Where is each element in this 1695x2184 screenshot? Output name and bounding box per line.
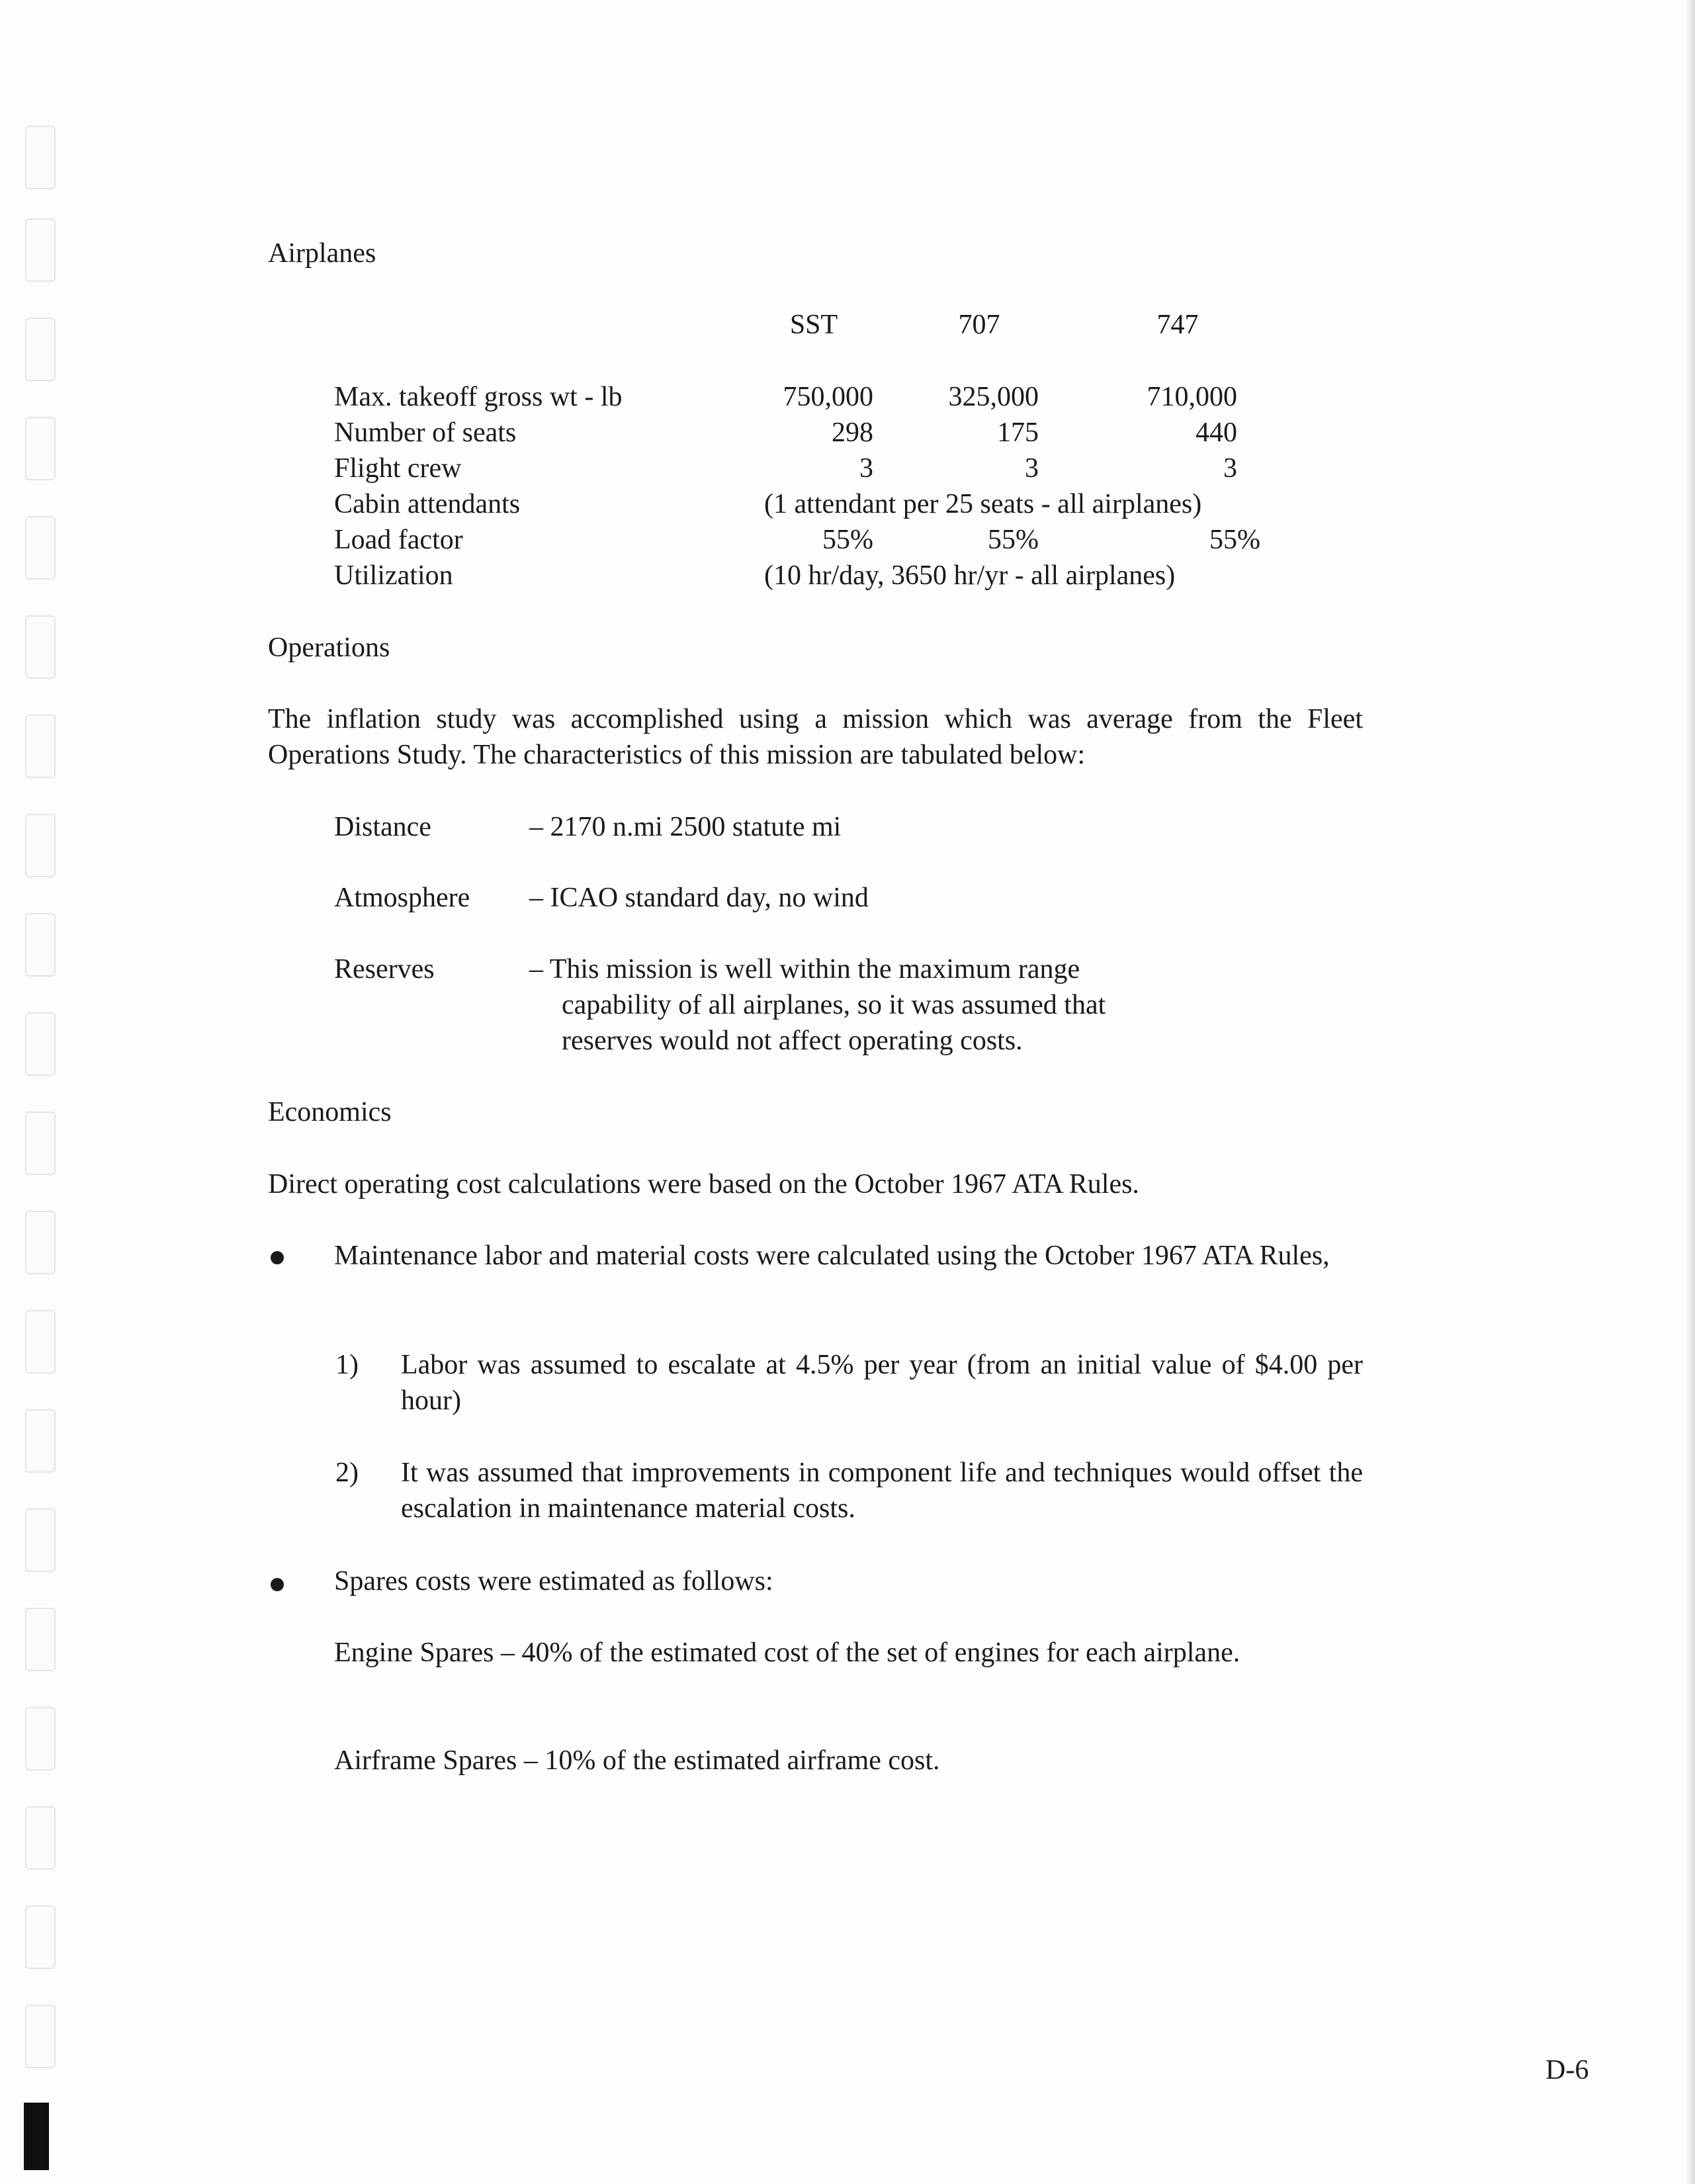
mission-item-text-continued: reserves would not affect operating costs. — [562, 1026, 1023, 1056]
table-row-label: Utilization — [334, 560, 453, 591]
binder-hole — [25, 1608, 56, 1671]
table-cell: 55% — [822, 525, 873, 555]
page-number: D-6 — [1545, 2055, 1589, 2085]
binder-hole — [25, 1310, 56, 1374]
operations-intro-paragraph: The inflation study was accomplished using a mission which was average from the Fleet Operations Study. The characteristics of this mission are tabulated below: — [268, 704, 1363, 770]
table-row-label: Number of seats — [334, 417, 517, 448]
table-cell: 750,000 — [783, 382, 873, 412]
table-cell: 55% — [988, 525, 1039, 555]
section-heading-airplanes: Airplanes — [268, 238, 376, 269]
section-heading-operations: Operations — [268, 633, 390, 663]
binder-hole — [25, 126, 56, 189]
column-header-747: 747 — [1156, 310, 1199, 340]
mission-item-text: – This mission is well within the maximum range — [529, 954, 1080, 984]
table-span-cell: (10 hr/day, 3650 hr/yr - all airplanes) — [764, 560, 1176, 591]
mission-item-text-continued: capability of all airplanes, so it was assumed that — [562, 990, 1106, 1020]
binder-hole — [25, 318, 56, 381]
table-row-label: Cabin attendants — [334, 489, 521, 519]
bullet-icon — [271, 1251, 284, 1264]
binder-hole — [25, 814, 56, 877]
mission-item-label: Atmosphere — [334, 883, 470, 913]
table-cell: 710,000 — [1147, 382, 1237, 412]
mission-item-label: Distance — [334, 812, 431, 842]
table-cell: 3 — [1223, 453, 1237, 484]
table-span-cell: (1 attendant per 25 seats - all airplanes) — [764, 489, 1202, 519]
binder-hole — [25, 417, 56, 480]
economics-bullet-maintenance: Maintenance labor and material costs were calculated using the October 1967 ATA Rules, — [334, 1241, 1330, 1271]
table-cell: 3 — [1025, 453, 1039, 484]
binder-hole — [25, 218, 56, 282]
airframe-spares-paragraph: Airframe Spares – 10% of the estimated airframe cost. — [334, 1745, 940, 1776]
economics-bullet-spares: Spares costs were estimated as follows: — [334, 1566, 773, 1596]
binder-hole — [25, 715, 56, 778]
table-cell: 325,000 — [948, 382, 1039, 412]
binder-hole — [25, 1012, 56, 1076]
binder-hole — [25, 1409, 56, 1473]
page-edge-shadow — [1686, 0, 1695, 2184]
column-header-707: 707 — [958, 310, 1000, 340]
bullet-icon — [271, 1578, 284, 1591]
column-header-sst: SST — [789, 310, 838, 340]
mission-item-text: – 2170 n.mi 2500 statute mi — [529, 812, 842, 842]
binder-mark — [24, 2103, 49, 2170]
binder-hole — [25, 1806, 56, 1870]
table-row-label: Max. takeoff gross wt - lb — [334, 382, 623, 412]
binder-hole — [25, 516, 56, 580]
binder-hole — [25, 2005, 56, 2068]
table-cell: 298 — [832, 417, 873, 448]
mission-item-label: Reserves — [334, 954, 435, 984]
sub-item-number: 1) — [335, 1350, 359, 1380]
table-cell: 55% — [1209, 525, 1260, 555]
table-cell: 175 — [997, 417, 1039, 448]
sub-item-number: 2) — [335, 1458, 359, 1488]
section-heading-economics: Economics — [268, 1097, 392, 1127]
table-cell: 440 — [1195, 417, 1237, 448]
binder-hole — [25, 1707, 56, 1770]
binder-hole — [25, 913, 56, 977]
sub-item-material: It was assumed that improvements in component life and techniques would offset the escalation in maintenance material costs. — [401, 1458, 1363, 1524]
engine-spares-paragraph: Engine Spares – 40% of the estimated cost of the set of engines for each airplane. — [334, 1638, 1240, 1668]
binder-hole — [25, 1905, 56, 1969]
binder-hole — [25, 615, 56, 679]
sub-item-labor: Labor was assumed to escalate at 4.5% per year (from an initial value of $4.00 per hour) — [401, 1350, 1363, 1416]
economics-intro-paragraph: Direct operating cost calculations were based on the October 1967 ATA Rules. — [268, 1169, 1139, 1200]
binder-hole — [25, 1508, 56, 1572]
table-cell: 3 — [859, 453, 873, 484]
table-row-label: Flight crew — [334, 453, 462, 484]
mission-item-text: – ICAO standard day, no wind — [529, 883, 869, 913]
table-row-label: Load factor — [334, 525, 463, 555]
binder-hole — [25, 1211, 56, 1274]
binder-hole — [25, 1112, 56, 1175]
